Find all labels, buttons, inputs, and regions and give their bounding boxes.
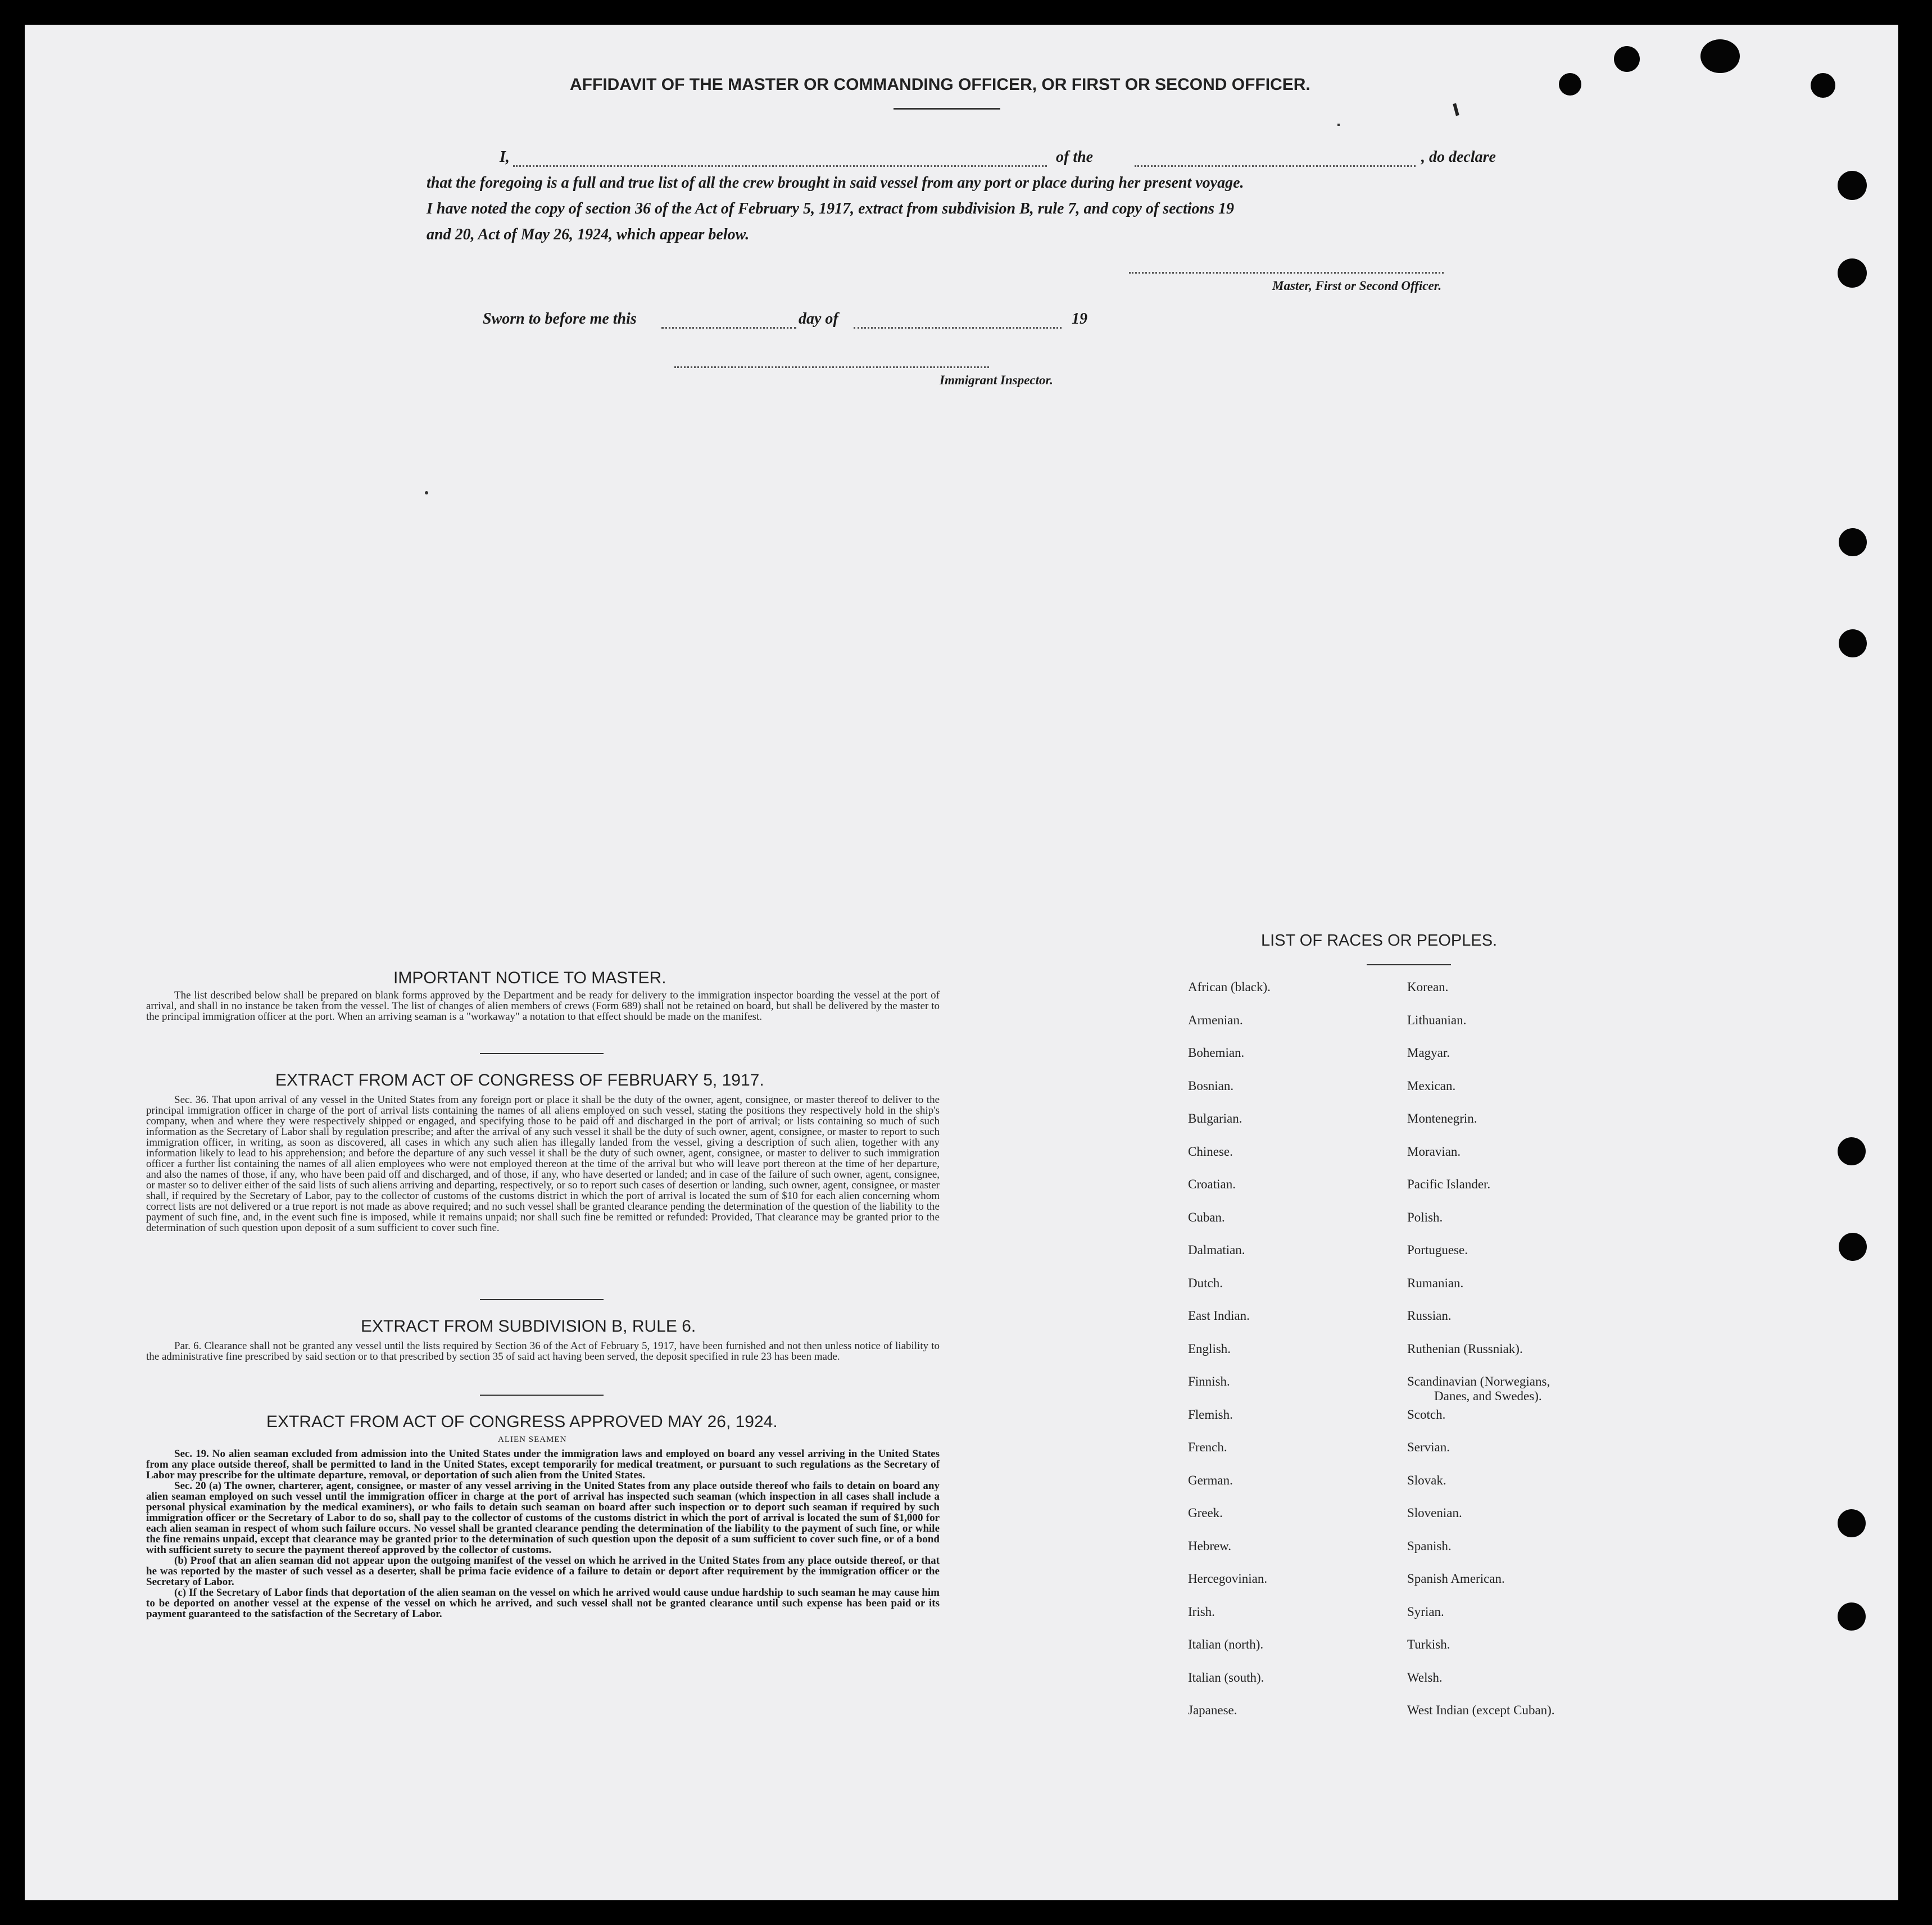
notice-text: [146, 990, 940, 1022]
race-item: Hebrew.: [1188, 1538, 1232, 1553]
sworn-line: [483, 310, 1101, 333]
inspector-signature-line: [674, 366, 989, 368]
extract-1917-title: EXTRACT FROM ACT OF CONGRESS OF FEBRUARY 5, 1917.: [275, 1071, 764, 1089]
sec-20a-paragraph: Sec. 20 (a) The owner, charterer, agent, consignee, or master of any vessel arriving in the United States from any place outside thereof who fails to detain on board any alien seaman employed on such vessel until the immigration officer in charge at the port of arrival has inspected such seaman (which inspection in all cases shall include a personal physical examination by the medical examiners), or who fails to detain such seaman on board after such inspection or to deport such seaman if required by such immigration officer or the Secretary of Labor to do so, shall pay to the collector of customs of the customs district in which the port of arrival is located the sum of $1,000 for each alien seaman in respect of whom such failure occurs. No vessel shall be granted clearance pending the determination of the liability to the payment of such fine, or while the fine remains unpaid, except that clearance may be granted prior to the determination of such question upon the deposit of a sum sufficient to cover such fine, or of a bond with sufficient surety to secure the payment thereof approved by the collector of customs.: [146, 1480, 940, 1556]
notice-title: IMPORTANT NOTICE TO MASTER.: [393, 969, 666, 987]
sec-20c-paragraph: (c) If the Secretary of Labor finds that deportation of the alien seaman on the vessel on which he arrived would cause undue hardship to such seaman he may cause him to be deported on another vessel at the expense of the vessel on which he arrived, and such vessel shall not be granted clearance until such expense has been paid or its payment guaranteed to the satisfaction of the Secretary of Labor.: [146, 1587, 940, 1620]
par-6-paragraph: Par. 6. Clearance shall not be granted any vessel until the lists required by Section 36 of the Act of February 5, 1917, have been furnished and not then unless notice of liability to the administrative fine prescribed by said section or to that prescribed by section 35 of said act having been served, the deposit specified in rule 23 has been made.: [146, 1340, 940, 1363]
race-item: Croatian.: [1188, 1177, 1236, 1191]
race-item: Hercegovinian.: [1188, 1572, 1268, 1586]
race-item: Korean.: [1407, 980, 1449, 994]
race-item: Bohemian.: [1188, 1046, 1245, 1060]
sworn-label: Sworn to before me this: [483, 310, 637, 328]
race-item: Cuban.: [1188, 1210, 1225, 1224]
extract-1917-divider: [480, 1299, 604, 1300]
master-signature-line: [1129, 272, 1444, 274]
extract-1924-title: EXTRACT FROM ACT OF CONGRESS APPROVED MAY 26, 1924.: [266, 1413, 778, 1431]
punch-hole: [1811, 73, 1835, 98]
race-item: Mexican.: [1407, 1078, 1456, 1093]
alien-seamen-subtitle: ALIEN SEAMEN: [498, 1435, 567, 1444]
notice-divider: [480, 1053, 604, 1054]
race-item: Pacific Islander.: [1407, 1177, 1491, 1191]
inspector-signature-label: Immigrant Inspector.: [940, 373, 1053, 387]
rule-6-text: [146, 1341, 940, 1362]
race-item: Spanish American.: [1407, 1572, 1505, 1586]
race-item: Turkish.: [1407, 1637, 1450, 1651]
race-item: Lithuanian.: [1407, 1013, 1467, 1027]
race-item: Portuguese.: [1407, 1243, 1468, 1257]
race-item: English.: [1188, 1341, 1231, 1356]
race-item: Moravian.: [1407, 1144, 1461, 1159]
race-item: African (black).: [1188, 980, 1271, 994]
race-item: Italian (north).: [1188, 1637, 1264, 1651]
races-right-column: [1407, 980, 1643, 1767]
races-left-column: [1188, 980, 1390, 1767]
speck: [425, 491, 428, 494]
speck: [1337, 124, 1340, 126]
affidavit-line2: that the foregoing is a full and true list of all the crew brought in said vessel from any port or place during her present voyage.: [427, 174, 1244, 192]
rule-6-title: EXTRACT FROM SUBDIVISION B, RULE 6.: [361, 1317, 696, 1336]
declarant-name-line: [513, 165, 1047, 167]
notice-paragraph: The list described below shall be prepared on blank forms approved by the Department and be ready for delivery to the immigration inspector boarding the vessel at the port of arrival, and shall in no instance be taken from the vessel. The list of changes of alien members of crews (Form 689) shall not be retained on board, but shall be delivered by the master to the principal immigration officer at the port. When an arriving seaman is a "workaway" a notation to that effect should be made on the manifest.: [146, 989, 940, 1023]
race-item: Dalmatian.: [1188, 1243, 1245, 1257]
declarant-prefix: I,: [500, 148, 510, 166]
race-item: German.: [1188, 1473, 1233, 1487]
race-item: Ruthenian (Russniak).: [1407, 1341, 1523, 1356]
affidavit-line1: [500, 148, 1522, 171]
races-title: LIST OF RACES OR PEOPLES.: [1261, 932, 1498, 950]
sworn-month-line: [854, 327, 1062, 329]
vessel-name-line: [1135, 165, 1416, 167]
of-the-label: of the: [1056, 148, 1094, 166]
extract-1924-text: [146, 1449, 940, 1619]
race-item: Russian.: [1407, 1309, 1452, 1323]
race-item: Syrian.: [1407, 1604, 1444, 1619]
master-signature-label: Master, First or Second Officer.: [1272, 279, 1442, 293]
race-item: Servian.: [1407, 1440, 1450, 1454]
race-item: Bulgarian.: [1188, 1111, 1242, 1125]
race-item: Flemish.: [1188, 1407, 1233, 1422]
race-item: Irish.: [1188, 1604, 1215, 1619]
races-underline: [1367, 964, 1451, 965]
punch-hole: [1839, 528, 1867, 556]
day-of-label: day of: [799, 310, 838, 328]
extract-1917-text: [146, 1095, 940, 1233]
title-underline: [894, 108, 1000, 110]
punch-hole: [1838, 1509, 1866, 1537]
race-item: Polish.: [1407, 1210, 1443, 1224]
punch-hole: [1839, 629, 1867, 657]
race-item: Japanese.: [1188, 1703, 1237, 1717]
punch-hole: [1838, 1602, 1866, 1631]
race-item: Slovenian.: [1407, 1506, 1462, 1520]
race-item: Greek.: [1188, 1506, 1223, 1520]
speck: [1453, 103, 1459, 116]
year-prefix: 19: [1072, 310, 1087, 328]
sec-20b-paragraph: (b) Proof that an alien seaman did not appear upon the outgoing manifest of the vessel on which he arrived in the United States from any place outside thereof, or that he was reported by the master of such vessel as a deserter, shall be prima facie evidence of a failure to detain or deport after requirement by the immigration officer or the Secretary of Labor.: [146, 1555, 940, 1588]
race-item: Montenegrin.: [1407, 1111, 1477, 1125]
punch-hole: [1838, 171, 1867, 200]
affidavit-line3: I have noted the copy of section 36 of the Act of February 5, 1917, extract from subdivision B, rule 7, and copy of sections 19: [427, 200, 1235, 217]
race-item: French.: [1188, 1440, 1227, 1454]
race-item: Magyar.: [1407, 1046, 1450, 1060]
race-item: Armenian.: [1188, 1013, 1243, 1027]
race-item: West Indian (except Cuban).: [1407, 1703, 1555, 1717]
race-item: Scandinavian (Norwegians,: [1407, 1374, 1550, 1388]
sec-19-paragraph: Sec. 19. No alien seaman excluded from admission into the United States under the immigration laws and employed on board any vessel arriving in the United States from any place outside thereof, shall be permitted to land in the United States, except temporarily for medical treatment, or pursuant to such regulations as the Secretary of Labor may prescribe for the ultimate departure, removal, or deportation of such alien from the United States.: [146, 1448, 940, 1481]
race-item: Slovak.: [1407, 1473, 1446, 1487]
race-item: Scotch.: [1407, 1407, 1446, 1422]
do-declare-label: , do declare: [1421, 148, 1496, 166]
form-page: [25, 25, 1898, 1900]
race-item: Dutch.: [1188, 1275, 1223, 1290]
race-item: Chinese.: [1188, 1144, 1233, 1159]
punch-hole: [1559, 73, 1581, 96]
race-item: Italian (south).: [1188, 1670, 1264, 1685]
affidavit-title: AFFIDAVIT OF THE MASTER OR COMMANDING OFFICER, OR FIRST OR SECOND OFFICER.: [570, 75, 1310, 94]
punch-hole: [1839, 1233, 1867, 1261]
punch-hole: [1614, 46, 1640, 72]
affidavit-line4: and 20, Act of May 26, 1924, which appear below.: [427, 226, 750, 243]
race-item: East Indian.: [1188, 1309, 1250, 1323]
punch-hole: [1838, 1137, 1866, 1165]
sec-36-paragraph: Sec. 36. That upon arrival of any vessel in the United States from any foreign port or place it shall be the duty of the owner, agent, consignee, or master thereof to deliver to the principal immigration officer in charge of the port of arrival lists containing the names of all aliens employed on such vessel, stating the positions they respectively hold in the ship's company, when and where they were respectively shipped or engaged, and specifying those to be paid off and discharged in the port of arrival; or lists containing so much of such information as the Secretary of Labor shall by regulation prescribe; and after the arrival of any such vessel it shall be the duty of such owner, agent, consignee, or master to report to such immigration officer, in writing, as soon as discovered, all cases in which any such alien has illegally landed from the vessel, giving a description of such alien, together with any information likely to lead to his apprehension; and before the departure of any such vessel it shall be the duty of such owner, agent, consignee, or master to deliver to such immigration officer a further list containing the names of all alien employees who were not employed thereon at the time of the arrival but who will leave port thereon at the time of her departure, and also the names of those, if any, who have been paid off and discharged, and of those, if any, who have deserted or landed; and in case of the failure of such owner, agent, consignee, or master so to deliver either of the said lists of such aliens arriving and departing, respectively, or so to report such cases of desertion or landing, such owner, agent, consignee, or master shall, if required by the Secretary of Labor, pay to the collector of customs of the customs district in which the port of arrival is located the sum of $10 for each alien concerning whom correct lists are not delivered or a true report is not made as above required; and no such vessel shall be granted clearance pending the determination of the question of the liability to the payment of such fine, and, in the event such fine is imposed, while it remains unpaid; nor shall such fine be remitted or refunded: Provided, That clearance may be granted prior to the determination of such question upon deposit of a sum sufficient to cover such fine.: [146, 1094, 940, 1234]
race-item: Rumanian.: [1407, 1275, 1464, 1290]
rule-6-divider: [480, 1395, 604, 1396]
race-item: Spanish.: [1407, 1538, 1452, 1553]
race-item: Bosnian.: [1188, 1078, 1234, 1093]
sworn-day-line: [661, 327, 796, 329]
punch-hole: [1700, 39, 1740, 73]
race-item: Welsh.: [1407, 1670, 1443, 1685]
race-item-continuation: Danes, and Swedes).: [1434, 1389, 1542, 1403]
punch-hole: [1838, 258, 1867, 288]
race-item: Finnish.: [1188, 1374, 1230, 1388]
